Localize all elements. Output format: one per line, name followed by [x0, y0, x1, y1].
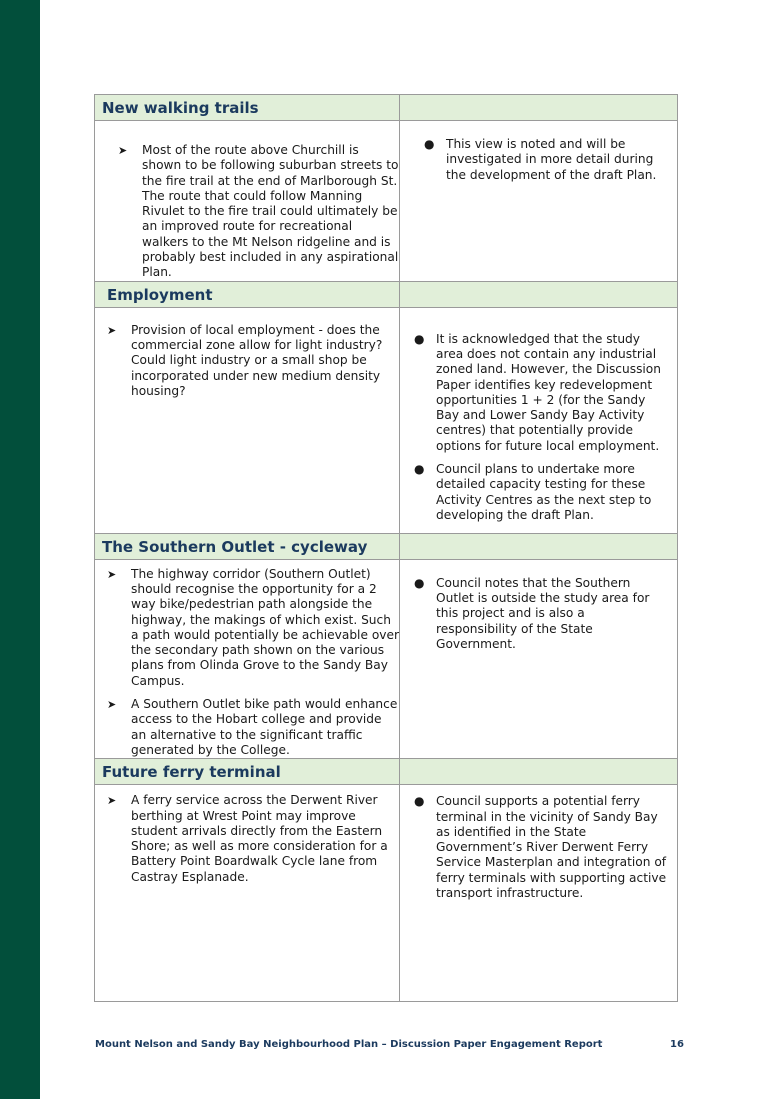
section-header-row	[95, 281, 678, 307]
list-item: ➤ Most of the route above Churchill is shown to be following suburban streets to the fire trail at the end of Marlborough St. The route that could follow Manning Rivulet to the fire trail could ultimately be an improved route for recreational walkers to the Mt Nelson ridgeline and is probably best included in any aspirational Plan.	[118, 143, 399, 280]
feedback-table	[94, 94, 678, 1002]
section-body-row	[95, 121, 678, 282]
list-item: ➤ A Southern Outlet bike path would enhance access to the Hobart college and provide an alternative to the significant traffic generated by the College.	[107, 697, 398, 757]
page-number: 16	[670, 1039, 684, 1050]
section-heading-employment: Employment	[107, 285, 213, 304]
section-heading-ferry-terminal: Future ferry terminal	[102, 763, 281, 782]
section-body-row	[95, 785, 678, 1002]
list-item: ● This view is noted and will be investigated in more detail during the development of the draft Plan.	[424, 137, 657, 182]
bullet-dot-icon: ●	[414, 575, 425, 590]
section-heading-walking-trails: New walking trails	[102, 99, 259, 117]
list-item: ➤ The highway corridor (Southern Outlet) should recognise the opportunity for a 2 way bike/pedestrian path alongside the highway, the makings of which exist. Such a path would potentially be achievable over the secondary path shown on the various plans from Olinda Grove to the Sandy Bay Campus.	[107, 566, 399, 688]
section-header-row	[95, 533, 678, 559]
community-comment-cell	[95, 785, 399, 885]
footer-title: Mount Nelson and Sandy Bay Neighbourhood Plan – Discussion Paper Engagement Report	[95, 1039, 603, 1050]
community-comment-cell	[95, 308, 399, 399]
left-margin-bar	[0, 0, 40, 1099]
council-response-cell	[400, 560, 677, 652]
section-body-row	[95, 307, 678, 533]
arrow-bullet-icon: ➤	[118, 144, 128, 157]
community-comment-cell	[95, 121, 399, 281]
page-break-marker: Page break	[446, 924, 513, 939]
bullet-dot-icon: ●	[414, 462, 425, 477]
arrow-bullet-icon: ➤	[107, 323, 117, 337]
arrow-bullet-icon: ➤	[107, 794, 117, 808]
arrow-bullet-icon: ➤	[107, 698, 117, 712]
council-response-cell	[400, 121, 677, 183]
council-response-cell	[400, 785, 677, 1001]
arrow-bullet-icon: ➤	[107, 567, 117, 581]
section-body-row	[95, 559, 678, 759]
list-item: ➤ A ferry service across the Derwent River berthing at Wrest Point may improve student arrivals directly from the Eastern Shore; as well as more consideration for a Battery Point Boardwalk Cycle lane from Castray Esplanade.	[107, 793, 388, 884]
bullet-dot-icon: ●	[424, 137, 435, 151]
section-header-row	[95, 759, 678, 785]
section-header-row	[95, 95, 678, 121]
list-item: ● It is acknowledged that the study area does not contain any industrial zoned land. However, the Discussion Paper identifies key redevelopment opportunities 1 + 2 (for the Sandy Bay and Lower Sandy Bay Activity centres) that potentially provide options for future local employment.	[414, 331, 661, 453]
list-item: ● Council supports a potential ferry terminal in the vicinity of Sandy Bay as identified in the State Government’s River Derwent Ferry Service Masterplan and integration of ferry terminals with supporting active transport infrastructure.	[414, 794, 667, 901]
community-comment-cell	[95, 560, 399, 759]
list-item: ● Council plans to undertake more detailed capacity testing for these Activity Centres as the next step to developing the draft Plan.	[414, 462, 652, 522]
list-item: ● Council notes that the Southern Outlet is outside the study area for this project and is also a responsibility of the State Government.	[414, 575, 650, 651]
bullet-dot-icon: ●	[414, 794, 425, 809]
council-response-cell	[400, 308, 677, 524]
bullet-dot-icon: ●	[414, 331, 425, 346]
list-item: ➤ Provision of local employment - does the commercial zone allow for light industry? Could light industry or a small shop be incorporated under new medium density housing?	[107, 322, 383, 398]
section-heading-southern-outlet: The Southern Outlet - cycleway	[102, 537, 368, 556]
